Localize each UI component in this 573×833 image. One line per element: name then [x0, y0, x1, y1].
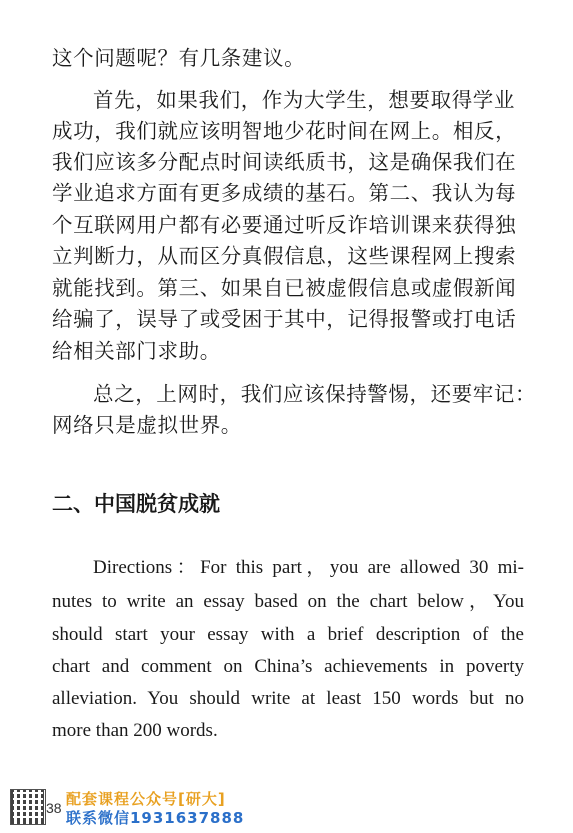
directions-line: more than 200 words.	[52, 720, 218, 741]
paragraph-line: 学业追求方面有更多成绩的基石。第二、我认为每	[52, 181, 517, 205]
paragraph-line: 总之，上网时，我们应该保持警惕，还要牢记：	[93, 382, 537, 406]
directions-line: Directions：For this part，you are allowed 30 mi-	[93, 557, 524, 578]
paragraph-line: 这个问题呢？有几条建议。	[52, 46, 306, 70]
directions-line: should start your essay with a brief description of the	[52, 624, 524, 645]
section-heading: 二、中国脱贫成就	[52, 492, 220, 516]
paragraph-line: 我们应该多分配点时间读纸质书，这是确保我们在	[52, 150, 517, 174]
paragraph-line: 给相关部门求助。	[52, 339, 221, 363]
paragraph-line: 给骗了，误导了或受困于其中，记得报警或打电话	[52, 307, 517, 331]
paragraph-line: 个互联网用户都有必要通过听反诈培训课来获得独	[52, 213, 517, 237]
qr-code-icon	[10, 789, 46, 825]
paragraph-line: 立判断力，从而区分真假信息，这些课程网上搜索	[52, 244, 517, 268]
page-number: 38	[46, 800, 62, 816]
directions-line: nutes to write an essay based on the chart below，You	[52, 591, 524, 612]
paragraph-line: 网络只是虚拟世界。	[52, 413, 242, 437]
paragraph-line: 成功，我们就应该明智地少花时间在网上。相反，	[52, 119, 517, 143]
watermark-line: 配套课程公众号[研大]	[66, 790, 226, 808]
paragraph-line: 首先，如果我们，作为大学生，想要取得学业	[93, 88, 515, 112]
directions-line: alleviation. You should write at least 150 words but no	[52, 688, 524, 709]
directions-line: chart and comment on China’s achievements in poverty	[52, 656, 524, 677]
paragraph-line: 就能找到。第三、如果自已被虚假信息或虚假新闻	[52, 276, 517, 300]
watermark-line: 联系微信1931637888	[66, 809, 245, 827]
